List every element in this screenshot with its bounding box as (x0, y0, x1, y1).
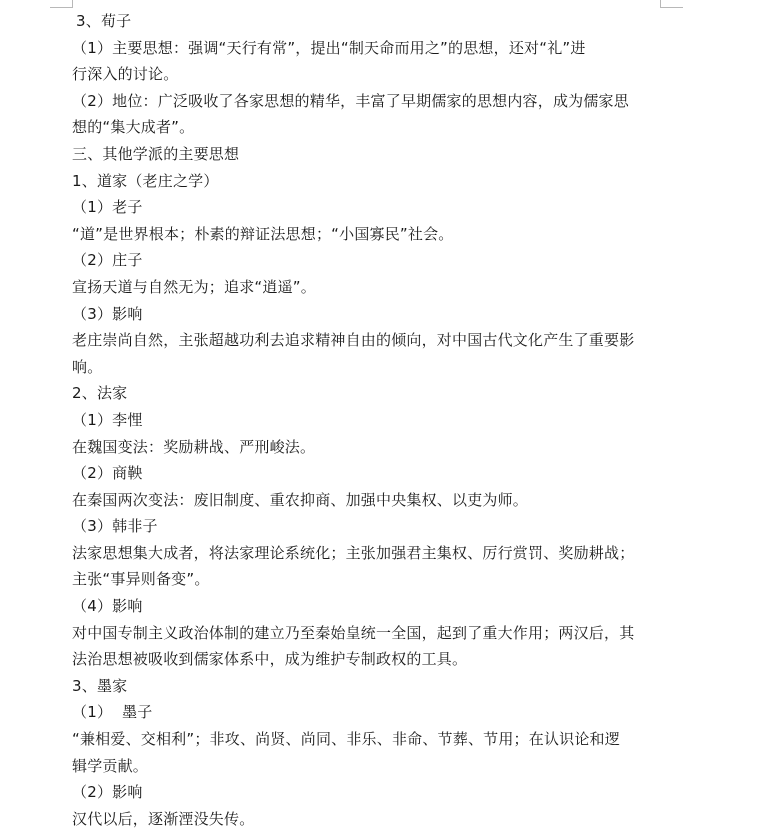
paragraph-line: “兼相爱、交相利”；非攻、尚贤、尚同、非乐、非命、节葬、节用；在认识论和逻 (72, 730, 620, 749)
subheading-shangyang: （2）商鞅 (72, 464, 143, 483)
paragraph-line: 对中国专制主义政治体制的建立乃至秦始皇统一全国，起到了重大作用；两汉后，其 (72, 623, 635, 642)
subheading-influence: （4）影响 (72, 597, 143, 616)
paragraph-line: 想的“集大成者”。 (72, 118, 195, 137)
page-corner-mark-right (660, 0, 683, 8)
paragraph-line: 老庄崇尚自然，主张超越功利去追求精神自由的倾向，对中国古代文化产生了重要影 (72, 331, 635, 350)
paragraph-line: 在魏国变法：奖励耕战、严刑峻法。 (72, 437, 316, 456)
document-body (72, 8, 662, 832)
subheading-likui: （1）李悝 (72, 410, 143, 429)
subheading-mozi: （1） 墨子 (72, 703, 153, 722)
subheading-influence: （2）影响 (72, 783, 143, 802)
heading-daoism: 1、道家（老庄之学） (72, 171, 219, 190)
heading-legalism: 2、法家 (72, 384, 128, 403)
paragraph-line: 行深入的讨论。 (72, 65, 179, 84)
paragraph-line: 在秦国两次变法：废旧制度、重农抑商、加强中央集权、以吏为师。 (72, 490, 529, 509)
page-corner-mark-left (50, 0, 73, 8)
paragraph-line: 法治思想被吸收到儒家体系中，成为维护专制政权的工具。 (72, 650, 468, 669)
paragraph-line: 主张“事异则备变”。 (72, 570, 210, 589)
section-heading: 三、其他学派的主要思想 (72, 144, 240, 163)
paragraph-line: “道”是世界根本；朴素的辩证法思想；“小国寡民”社会。 (72, 224, 454, 243)
subheading-influence: （3）影响 (72, 304, 143, 323)
paragraph-line: （1）主要思想：强调“天行有常”，提出“制天命而用之”的思想，还对“礼”进 (72, 38, 586, 57)
paragraph-line: 辑学贡献。 (72, 756, 149, 775)
paragraph-line: 法家思想集大成者，将法家理论系统化；主张加强君主集权、厉行赏罚、奖励耕战； (72, 543, 635, 562)
subheading-laozi: （1）老子 (72, 198, 143, 217)
paragraph-line: 宣扬天道与自然无为；追求“逍遥”。 (72, 277, 316, 296)
heading-mohism: 3、墨家 (72, 676, 128, 695)
paragraph-line: （2）地位：广泛吸收了各家思想的精华，丰富了早期儒家的思想内容，成为儒家思 (72, 91, 629, 110)
subheading-zhuangzi: （2）庄子 (72, 251, 143, 270)
subheading-hanfeizi: （3）韩非子 (72, 517, 158, 536)
paragraph-line: 汉代以后，逐渐湮没失传。 (72, 809, 255, 828)
paragraph-line: 响。 (72, 357, 103, 376)
heading-xunzi: 3、荀子 (76, 12, 132, 30)
